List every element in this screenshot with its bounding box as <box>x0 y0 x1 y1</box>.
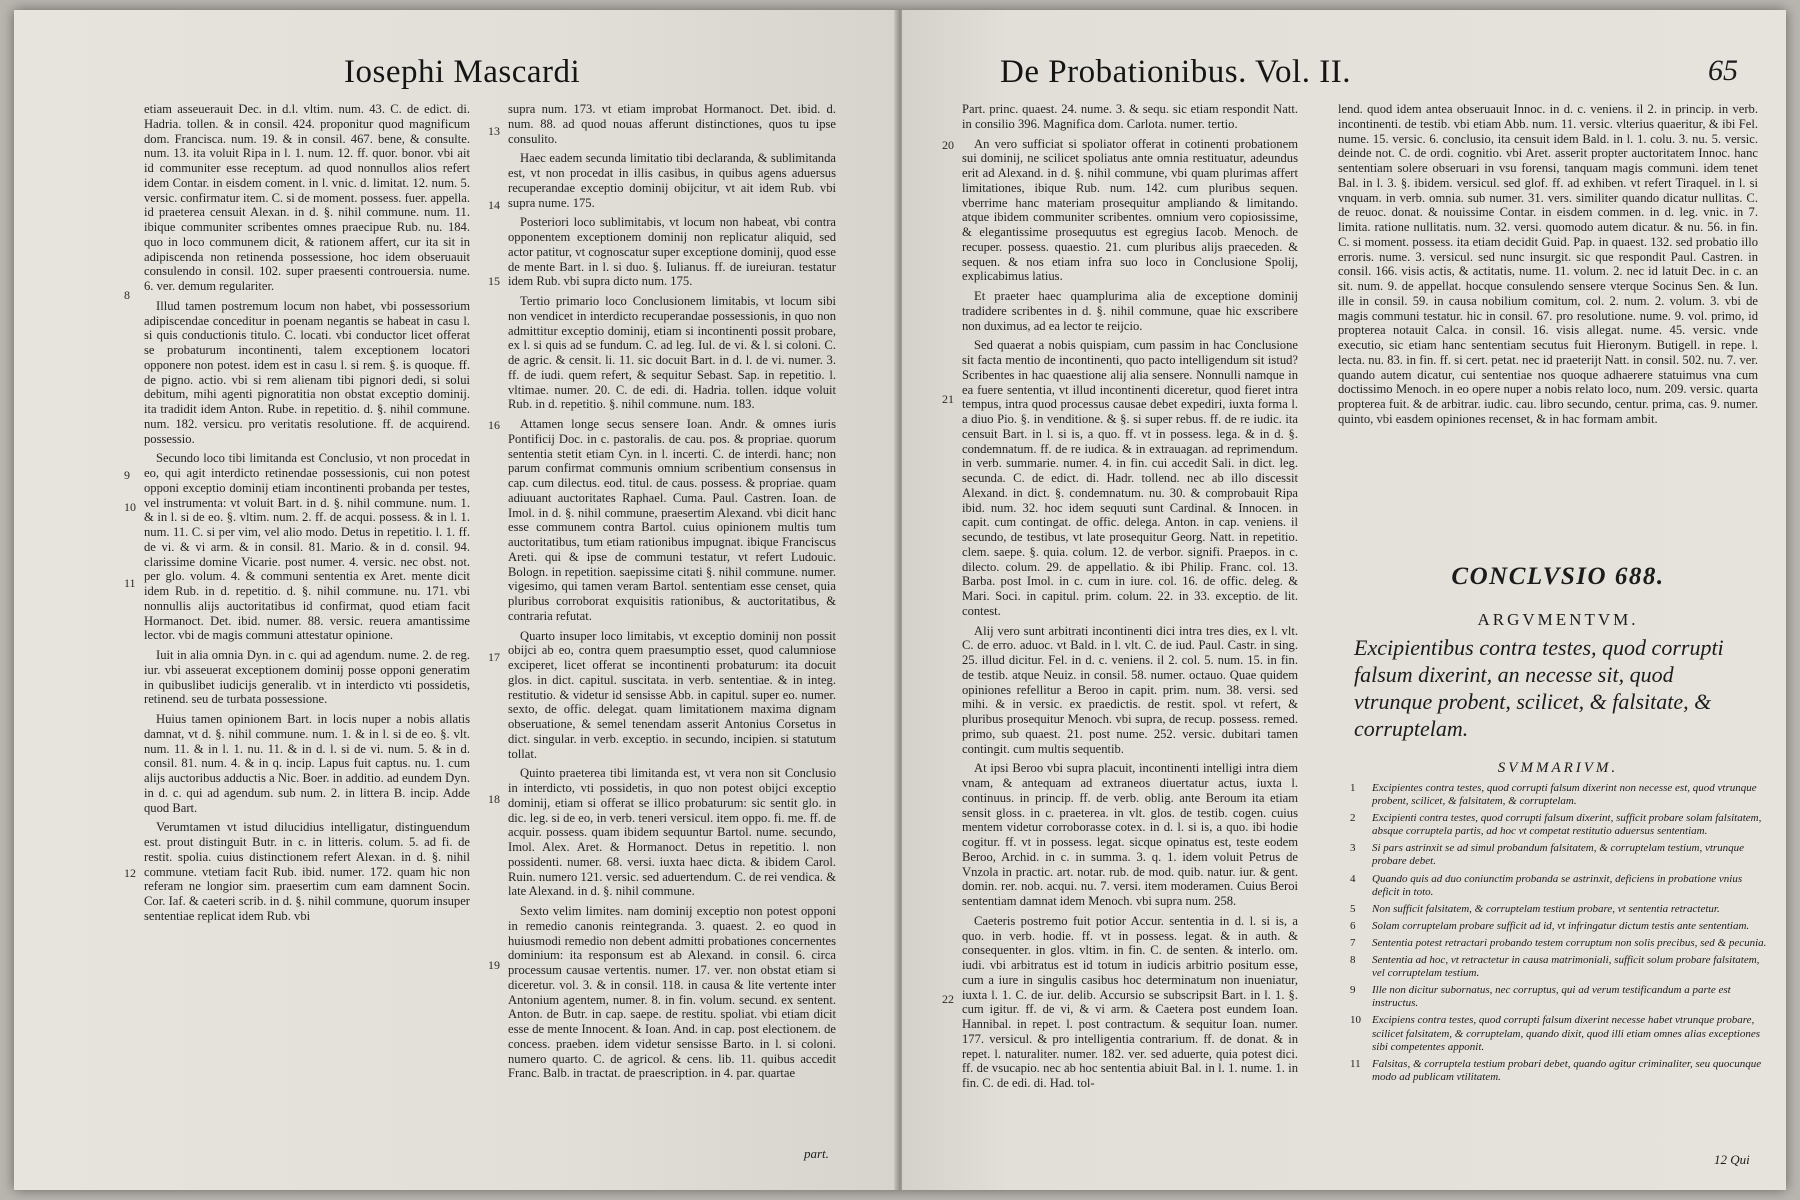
margin-number: 17 <box>488 650 500 664</box>
paragraph: Caeteris postremo fuit potior Accur. sententia in d. l. si is, a quo. in verb. hodie. ff. vt in possess. legat. & in auth. & consequenter. in glos. vltim. in fin. C. de senten. & interlo. om. iudi. vbi arbitratus est id totum in iudicis arbitrio positum esse, cum a iure in singulis casibus hoc determinatum non inueniatur, iuxta l. 1. C. de iur. delib. Accursio se subscripsit Bart. in l. 1. §. cum igitur. ff. de vi, & vi arm. & Caetera post eundem Ioan. Hannibal. in repet. l. post contractum. & sequitur Ioan. numer. 177. versicul. & pro intelligentia contrarium. ff. de donat. & in repet. l. naturaliter. numer. 182. ver. sed aduerte, quia potest dici. ff. de vsucapio. nec ab hoc sententia abiuit Bal. in l. 1. nume. 1. in fin. C. de edi. di. Had. tol- <box>962 913 1298 1090</box>
item-text: Quando quis ad duo coniunctim probanda se astrinxit, deficiens in probatione vnius deficit in toto. <box>1372 872 1743 898</box>
margin-number: 8 <box>124 288 130 302</box>
paragraph: lend. quod idem antea obseruauit Innoc. in d. c. veniens. il 2. in princip. in verb. incontinenti. de testib. vbi etiam Abb. num. 11. versic. vlterius quaeritur, & ibi Fel. nume. 15. versic. 6. conclusio, ita censuit idem Bald. in l. 1. colu. 3. nu. 5. versic. deinde not. C. de ordi. cognitio. vbi Aret. asserit propter auctoritatem Innoc. hanc sententiam solere obseruari in vsu forensi, tanquam magis communi. idem tenet Bal. in l. 3. §. ibidem. versicul. sed glof. ff. ad exhiben. vt refert Tiraquel. in l. si vnquam. in verb. omnia. sub numer. 31. vers. similiter quando dicatur nullitas. C. de reuoc. donat. & nouissime Contar. in eisdem commen. in d. leg. vnic. in 7. limita. ratione nullitatis. num. 32. versi. quomodo autem dicatur. & nu. 56. in fin. C. si moment. possess. ita etiam decidit Guid. Pap. in quaest. 132. sed probatio illo erroris. nume. 3. versicul. sed nunc insurgit. sic que respondit Paul. Castren. in consil. 166. visis actis, & actitatis, nume. 11. volum. 2. nec id latuit Dec. in c. an sit. num. 9. de appellat. hocque consulendo sensere vterque Socinus Sen. & Iun. ille in consil. 59. in causa nobilium comitum, col. 2. num. 2. volum. 3. vbi de magis communi testatur. hic in consil. 67. pro resolutione. nume. 9. vol. primo, id propterea notauit Calca. in consil. 16. visis allegat. nume. 45. versic. vnde executio, sic etiam hanc sententiam secutus fuit Hieronym. Butigell. in repe. l. lecta. nu. 83. in fin. ff. si cert. petat. nec id praeterijt Natt. in consil. 502. nu. 7. ver. quando autem dicatur, cui sententiae nos quoque adhaerere statuimus vna cum doctissimo Menoch. in eo opere nuper a nobis relato loco, num. 209. versic. quarta propterea fuit. & de arbitrar. iudic. cau. libro secundo, centur. prima, cas. 9. numer. quinto, vbi easdem opiniones recenset, & in hac formam ambit. <box>1338 102 1758 426</box>
paragraph: Posteriori loco sublimitabis, vt locum non habeat, vbi contra opponentem exceptionem dominij non replicatur aliquid, sed actor patitur, vt cognoscatur super exceptione dominij, quod esse de mente Bart. in l. si duo. §. Iulianus. ff. de iureiuran. testatur idem Rub. vbi supra dicto num. 175. <box>508 215 836 289</box>
left-column-2 <box>508 102 836 1086</box>
list-item <box>1350 1014 1768 1053</box>
margin-number: 14 <box>488 198 500 212</box>
item-number: 7 <box>1350 936 1356 949</box>
item-number: 5 <box>1350 902 1356 915</box>
margin-number: 22 <box>942 992 954 1006</box>
right-catchword: 12 Qui <box>1714 1152 1750 1167</box>
right-page-header: De Probationibus. Vol. II. <box>1000 54 1351 90</box>
right-column-1 <box>962 102 1298 1096</box>
item-text: Falsitas, & corruptela testium probari debet, quando agitur criminaliter, seu quocunque modo ad publicam vtilitatem. <box>1372 1057 1762 1083</box>
left-catchword: part. <box>804 1146 829 1161</box>
item-text: Excipientes contra testes, quod corrupti falsum dixerint non necesse est, quod vtrunque probent, scilicet, & falsitatem, & corruptelam. <box>1372 782 1757 808</box>
summarium-list <box>1350 782 1768 1088</box>
item-number: 9 <box>1350 984 1356 997</box>
argumentum-text: Excipientibus contra testes, quod corrupti falsum dixerint, an necesse sit, quod vtrunque probent, scilicet, & falsitate, & corruptelam. <box>1354 635 1724 741</box>
paragraph: Part. princ. quaest. 24. nume. 3. & sequ. sic etiam respondit Natt. in consilio 396. Magnifica dom. Carlota. numer. tertio. <box>962 102 1298 131</box>
margin-number: 9 <box>124 468 130 482</box>
argumentum-label: ARGVMENTVM. <box>1477 610 1639 629</box>
summarium-label: SVMMARIVM. <box>1497 760 1619 776</box>
list-item <box>1350 903 1768 916</box>
paragraph: supra num. 173. vt etiam improbat Hormanoct. Det. ibid. d. num. 88. ad quod nouas afferunt distinctiones, quos tu ipse consulito. <box>508 102 836 146</box>
item-number: 1 <box>1350 782 1356 794</box>
paragraph: Secundo loco tibi limitanda est Conclusio, vt non procedat in eo, qui agit interdicto retinendae possessionis, cui non potest opponi exceptio dominij etiam incontinenti probanda per testes, vel instrumenta: vt voluit Bart. in d. §. nihil commune. num. 1. & in l. si de eo. §. vltim. num. 2. ff. de acqui. possess. & in l. 1. num. 11. C. si per vim, vel alio modo. Detus in repetitio. l. 1. ff. de vi. & vi arm. & in consil. 81. Mario. & in d. consil. 94. clarissime domine Vicarie. post numer. 4. versic. nec obst. not. per glo. volum. 4. & communi sententia ex Aret. mente dicit idem Rub. in d. repetitio. d. §. nihil commune. nu. 171. vbi nonnullis alijs auctoritatibus id confirmat, quod etiam facit Hormanoct. Det. ibid. numer. 88. versic. reuera amantissime lector. vbi de magis communi attestatur opinione. <box>144 451 470 643</box>
paragraph: Sed quaerat a nobis quispiam, cum passim in hac Conclusione sit facta mentio de incontinenti, quo pacto intelligendum sit istud? Scribentes in hac quaestione alij alia sensere. Nonnulli namque in ea fuere sententia, vt illud incontinenti diceretur, quod fieret intra tempus, intra quod processus causae debet expediri, iuxta forma l. a diuo Pio. §. in venditione. & §. si super rebus. ff. de re iudic. ita censuit Bart. in l. si is, a quo. ff. vt in possess. lega. & in d. §. condemnatum. ff. de re iudica. & in extrauagan. ad reprimendum. in verb. summarie. numer. 4. in fin. cui accedit Sali. in dict. leg. secunda. C. de edict. di. Hadr. tollend. nec ab illo discessit Alexand. in dict. §. condemnatum. nu. 30. & comprobauit Ripa ibid. num. 32. hoc idem sequuti sunt Cardinal. & Innocen. in capit. cum contingat. de offic. delega. Anton. in cap. veniens. il secundo, de testibus, vt late prosequitur Georg. Natt. in repetitio. clem. saepe. §. quia. colum. 12. de verbor. signifi. Praepos. in c. dilecto. colum. 29. de appellatio. & ibi Philip. Franc. col. 13. Barba. post Imol. in c. cum in iure. col. 16. de offic. deleg. & Mari. Soci. in capitul. prim. colum. 22. in 33. exceptio. de lit. contest. <box>962 338 1298 618</box>
paragraph: Quarto insuper loco limitabis, vt exceptio dominij non possit obijci ab eo, contra quem praesumptio esset, quod calumniose exciperet, licet offerat se incontinenti probaturum: ita docuit glos. in dict. capitul. suscitata. in verb. sententiae. & in integ. restitutio. & videtur id sensisse Abb. in capitul. super eo. numer. sexto, de offic. delegat. quam limitationem maxima dignam obseruatione, & semel tenendam asserit Antonius Corsetus in dict. singular. in verb. exceptio. in secundo, incipien. si statutum tollat. <box>508 628 836 761</box>
item-number: 4 <box>1350 872 1356 885</box>
paragraph: Huius tamen opinionem Bart. in locis nuper a nobis allatis damnat, vt d. §. nihil commune. num. 1. & in l. si de eo. §. vlt. num. 11. & in l. 1. nu. 11. & in d. l. si de vi. num. 5. & in d. consil. 81. num. 4. & in q. incip. Lapus fuit captus. nu. 1. cum alijs auctoribus adductis a Nic. Boer. in additio. ad eundem Dyn. in d. c. qui ad agendum. sub num. 2. in littera B. incip. Adde quod Bart. <box>144 712 470 815</box>
margin-number: 13 <box>488 124 500 138</box>
list-item <box>1350 937 1768 950</box>
paragraph: Attamen longe secus sensere Ioan. Andr. & omnes iuris Pontificij Doc. in c. pastoralis. de cau. pos. & propriae. quorum sententia stetit etiam Cyn. in l. incerti. C. de interdi. hanc; non parum confirmat communis omnium scribentium consensus in cap. cum dilectus. eod. titul. de caus. possess. & propriae. quam adiuuant auctoritates Raphael. Cuma. Paul. Castren. Ioan. de Imol. in d. §. nihil commune, praesertim Alexand. vbi dicit hanc esse communem contra Bartol. cuius opinionem multis tum auctoritatibus, tum etiam rationibus impugnat. ibique Franciscus Areti. qui & ipse de communi testatur, vt refert Ludouic. Bologn. in repetition. saepissime citati §. nihil commune. numer. vigesimo, qui tamen veram Bartol. sententiam esse censet, quia pluribus corroborat exquisitis rationibus, & auctoritatibus, & contraria refutat. <box>508 417 836 623</box>
left-column-1 <box>144 102 470 929</box>
margin-number: 15 <box>488 274 500 288</box>
book-spread <box>14 10 1786 1190</box>
right-page <box>902 10 1786 1190</box>
item-number: 10 <box>1350 1014 1361 1027</box>
margin-number: 11 <box>124 576 136 590</box>
list-item <box>1350 812 1768 838</box>
list-item <box>1350 984 1768 1010</box>
paragraph: Tertio primario loco Conclusionem limitabis, vt locum sibi non vendicet in interdicto recuperandae possessionis, in quo non admittitur exceptio dominij, etiam si incontinenti possit probare, ex l. si quis ad se fundum. C. ad leg. Iul. de vi. & l. si coloni. C. de agric. & censit. li. 11. sic docuit Bart. in d. l. de vi. numer. 3. ff. de iudi. quem refert, & sequitur Sebast. Sap. in repetitio. l. vltimae. numer. 20. C. de edi. di. Hadria. tollen. idque voluit Rub. in d. repetitio. §. nihil commune. num. 183. <box>508 294 836 412</box>
item-number: 2 <box>1350 812 1356 825</box>
paragraph: Iuit in alia omnia Dyn. in c. qui ad agendum. nume. 2. de reg. iur. vbi asseuerat exceptionem dominij posse opponi generatim in quibuslibet iudicijs generalib. vt in interdicto vti possidetis, retinend. seu de turbata possessione. <box>144 648 470 707</box>
list-item <box>1350 782 1768 808</box>
paragraph: etiam asseuerauit Dec. in d.l. vltim. num. 43. C. de edict. di. Hadria. tollen. & in consil. 424. proponitur quod magnificum dom. Francisca. num. 19. & in consil. 467. bene, & consulte. num. 13. ita voluit Ripa in l. 1. num. 12. ff. quor. bonor. vbi ait id communiter esse receptum. ad quod nonnullos alios refert idem Contar. in eisdem coment. in l. vnic. d. limitat. 12. num. 5. versic. confirmatur item. C. si de moment. possess. fuer. appella. id praeterea censuit Alexan. in d. §. nihil commune. num. 11. ibique communiter scribentes omnes praecipue Rub. nu. 184. quo in loco communem dicit, & rationem affert, cur ita sit in adipiscenda non retinenda possessione, hoc idem obseruauit consulendo in consil. 102. super praesenti controuersia. nume. 6. ver. demum regulariter. <box>144 102 470 293</box>
list-item <box>1350 954 1768 980</box>
item-number: 11 <box>1350 1057 1361 1070</box>
paragraph: Alij vero sunt arbitrati incontinenti dici intra tres dies, ex l. vlt. C. de erro. aduoc. vt Bald. in l. vlt. C. de iud. Paul. Castr. in sing. 25. illud dicitur. Fel. in d. c. veniens. il 2. col. 5. num. 15. in fin. de testib. atque Neuiz. in consil. 58. numer. octauo. Quae quidem opiniones refellitur a Beroo in capit. prim. num. 38. versi. sed mihi. & in versic. ex praedictis. de restit. spol. vt refert, & pluribus prosequitur Menoch. vbi supra, de recup. possess. remed. primo, sub quaest. 21. post nume. 252. versic. dubitari tamen contingit. cum multis sequentib. <box>962 623 1298 756</box>
paragraph: At ipsi Beroo vbi supra placuit, incontinenti intelligi intra diem vnam, & antequam ad extraneos diuertatur actus, iuxta l. continuus. in princip. ff. de verb. oblig. ante Beroum ita etiam sensit gloss. in c. praeterea. in vlt. glos. de testib. cogen. cuius mentem videtur corroborasse cotex. in d. l. si is, a quo. ibi hodie cogitur. ff. vt in possess. legat. sicque opinatus est, teste eodem Beroo, Archid. in c. in summa. 3. q. 1. idem voluit Petrus de Vnzola in practic. art. notar. rub. de mod. quib. natur. iur. & gent. domin. rer. nob. acqui. nu. 7. versi. item moderamen. Cuius Beroi sententiam damnat idem Menoch. vbi supra num. 258. <box>962 761 1298 908</box>
conclusion-heading: CONCLVSIO 688. <box>1451 563 1665 590</box>
paragraph: Sexto velim limites. nam dominij exceptio non potest opponi in remedio canonis reintegranda. 3. quaest. 2. eo quod in huiusmodi remedio non debent admitti probationes concernentes dominium: ita responsum est ab Alexand. in consil. 6. circa processum causae vertentis. numer. 17. ver. non obstat etiam si diceretur. vol. 3. & in consil. 118. in causa & lite vertente inter Antonium agentem, numer. 8. in fin. volum. secund. ex sentent. Anton. de Butr. in cap. saepe. de restitu. spoliat. vbi etiam dicit esse de mente Innocent. & Ioan. And. in cap. post electionem. de concess. praeben. idem videtur sensisse Barto. in l. si coloni. numero quarto. C. de agricol. & cens. lib. 11. quibus accedit Franc. Balb. in tractat. de praescription. in 4. par. quartae <box>508 904 836 1081</box>
paragraph: Verumtamen vt istud dilucidius intelligatur, distinguendum est. prout distinguit Butr. in c. in litteris. colum. 5. ad fi. de restit. spolia. cuius distinctionem refert Alexan. in d. §. nihil commune. vtetiam facit Rub. ibid. numer. 172. quam hic non referam ne longior sim. praesertim cum eam damnent Socin. Cor. Iaf. & caeteri scrib. in d. §. nihil commune, quorum insuper sententiae replicat idem Rub. vbi <box>144 820 470 923</box>
item-number: 8 <box>1350 954 1356 967</box>
left-page-header: Iosephi Mascardi <box>344 54 581 90</box>
list-item <box>1350 873 1768 899</box>
list-item <box>1350 842 1768 868</box>
margin-number: 21 <box>942 392 954 406</box>
item-text: Excipienti contra testes, quod corrupti falsum dixerint, sufficit probare solam falsitatem, absque corruptela partis, ad hoc vt competat restitutio aduersus sententiam. <box>1372 812 1762 838</box>
page-number: 65 <box>1708 54 1738 87</box>
paragraph: Haec eadem secunda limitatio tibi declaranda, & sublimitanda est, vt non procedat in illis casibus, in quibus agens aduersus recuperandae exceptio dominij obijcitur, vt ait idem Rub. vbi supra nume. 175. <box>508 151 836 210</box>
margin-number: 20 <box>942 138 954 152</box>
item-text: Solam corruptelam probare sufficit ad id, vt infringatur dictum testis ante sententiam. <box>1372 919 1750 932</box>
item-number: 6 <box>1350 919 1356 932</box>
margin-number: 16 <box>488 418 500 432</box>
item-text: Sententia potest retractari probando testem corruptum non solis precibus, sed & pecunia. <box>1372 936 1767 949</box>
item-text: Excipiens contra testes, quod corrupti falsum dixerint necesse habet vtrunque probare, scilicet falsitatem, & corruptelam, quando dixit, quod illi etiam omnes alias exceptiones sibi competentes apponit. <box>1372 1014 1760 1053</box>
paragraph: Illud tamen postremum locum non habet, vbi possessorium adipiscendae conceditur in poenam negantis se habeat in casu l. si quis conductionis titulo. C. locati. vbi conductor licet offerat se probaturum incontinenti, talem exceptionem locatori opponere non potest. idem est in casu l. si rem. §. is quoque. ff. de pigno. actio. vbi si rem alienam tibi pignori dedi, si solui debitum, mihi agenti pignoratitia non obstat exceptio dominij. ita tradidit idem Anton. Rube. in repetitio. d. §. nihil commune. num. 182. versicu. pro veritatis resolutione. ff. de acquirend. possessio. <box>144 298 470 446</box>
item-number: 3 <box>1350 842 1356 855</box>
item-text: Si pars astrinxit se ad simul probandum falsitatem, & corruptelam testium, vtrunque probare debet. <box>1372 842 1745 868</box>
margin-number: 18 <box>488 792 500 806</box>
left-page <box>14 10 898 1190</box>
paragraph: Et praeter haec quamplurima alia de exceptione dominij tradidere scribentes in d. §. nihil commune, quae hic exscribere non duximus, ad ea lector te reijcio. <box>962 289 1298 333</box>
margin-number: 19 <box>488 958 500 972</box>
paragraph: An vero sufficiat si spoliator offerat in cotinenti probationem sui dominij, ne scilicet spoliatus ante omnia restituatur, adeundus erit ad Alexand. in d. §. nihil commune, vbi quam plurimas affert limitationes, ibique Rub. num. 142. cum pluribus sequen. vberrime hanc materiam prosequitur ampliando & limitando. atque ibidem communiter scribentes. omnium vero copiosissime, & elegantissime prosequutus est egregius Iacob. Menoch. de recuper. possess. quaestio. 21. cum pluribus alijs praeceden. & sequen. & nos etiam infra suo loco in Conclusione Spolij, explicabimus latius. <box>962 136 1298 284</box>
paragraph: Quinto praeterea tibi limitanda est, vt vera non sit Conclusio in interdicto, vti possidetis, in quo non potest obijci exceptio dominij, etiam si offerat se illico probaturum: sic sentit glo. in dic. leg. si de eo, in verb. teneri versicul. item oppo. fi. me. ff. de acquir. possess. quam ibidem sequuntur Bartol. nume. secundo, Imol. Alex. Aret. & Hormanoct. Detus in repetitio. l. non possidenti. numer. 68. versi. iuxta haec dicta. & ibidem Carol. Ruin. numero 121. versic. sed aduertendum. C. de rei vendica. & late Alexand. in d. §. nihil commune. <box>508 766 836 899</box>
item-text: Sententia ad hoc, vt retractetur in causa matrimoniali, sufficit solum probare falsitatem, vel corruptelam testium. <box>1372 954 1760 980</box>
item-text: Ille non dicitur subornatus, nec corruptus, qui ad verum testificandum a parte est instructus. <box>1372 984 1731 1010</box>
item-text: Non sufficit falsitatem, & corruptelam testium probare, vt sententia retractetur. <box>1372 902 1720 915</box>
margin-number: 12 <box>124 866 136 880</box>
list-item <box>1350 1058 1768 1084</box>
right-column-2 <box>1338 102 1758 552</box>
list-item <box>1350 920 1768 933</box>
margin-number: 10 <box>124 500 136 514</box>
